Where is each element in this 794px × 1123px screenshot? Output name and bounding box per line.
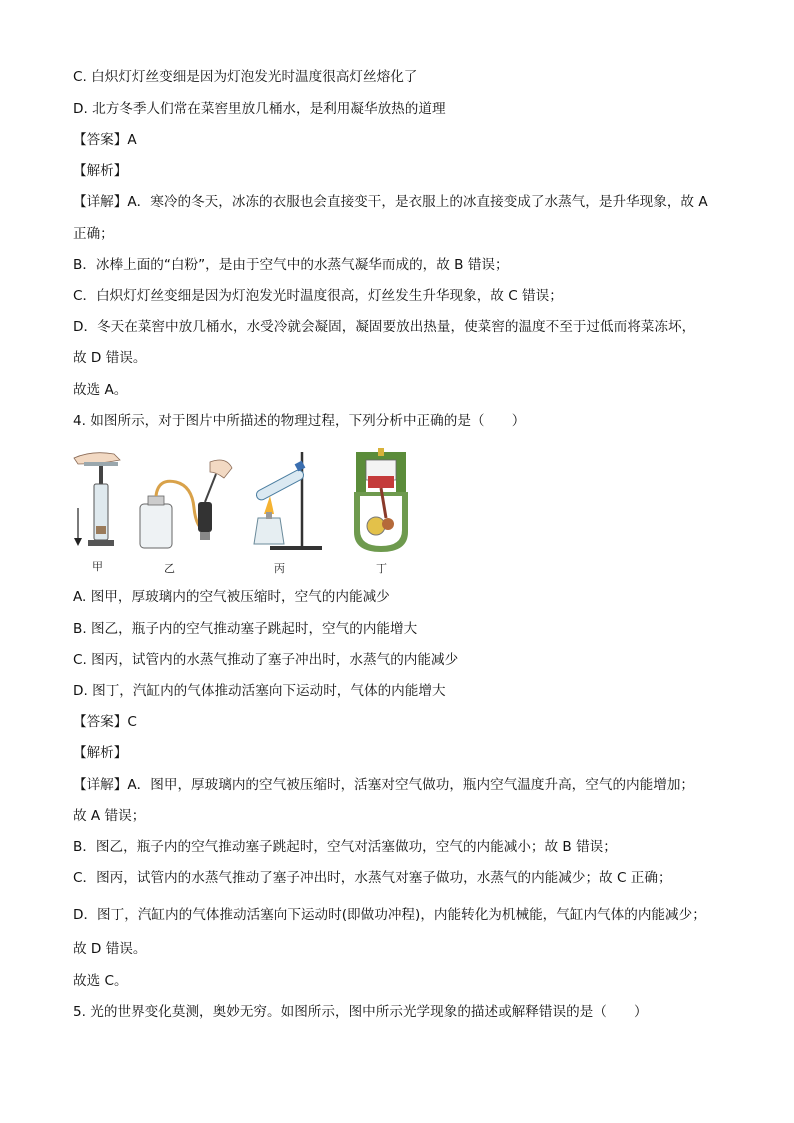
q3-detail-a-line1: 【详解】A．寒冷的冬天，冰冻的衣服也会直接变干，是衣服上的冰直接变成了水蒸气，是升华现象，故 A xyxy=(73,194,708,210)
q3-detail-b: B．冰棒上面的“白粉”，是由于空气中的水蒸气凝华而成的，故 B 错误； xyxy=(73,257,509,273)
q4-detail-c: C．图丙，试管内的水蒸气推动了塞子冲出时，水蒸气对塞子做功，水蒸气的内能减少；故 C 正确； xyxy=(73,870,672,886)
q4-option-d: D. 图丁，汽缸内的气体推动活塞向下运动时，气体的内能增大 xyxy=(73,683,446,699)
q4-figures xyxy=(70,448,410,576)
q5-stem: 5. 光的世界变化莫测，奥妙无穷。如图所示，图中所示光学现象的描述或解释错误的是（ ） xyxy=(73,1004,648,1020)
q4-option-a: A. 图甲，厚玻璃内的空气被压缩时，空气的内能减少 xyxy=(73,589,390,605)
fig-bing-test-tube-lamp xyxy=(250,448,328,560)
fig-label-yi: 乙 xyxy=(164,562,175,575)
q3-conclusion: 故选 A。 xyxy=(73,382,128,398)
fig-jia-compression-cylinder xyxy=(70,448,140,560)
q3-answer: 【答案】A xyxy=(73,132,137,148)
q3-detail-d-line2: 故 D 错误。 xyxy=(73,350,147,366)
q4-detail-a-line2: 故 A 错误； xyxy=(73,808,146,824)
q4-analysis-heading: 【解析】 xyxy=(73,745,128,761)
q4-answer: 【答案】C xyxy=(73,714,137,730)
q4-detail-d-line2: 故 D 错误。 xyxy=(73,941,147,957)
fig-label-bing: 丙 xyxy=(274,562,285,575)
q3-option-c: C. 白炽灯灯丝变细是因为灯泡发光时温度很高灯丝熔化了 xyxy=(73,69,418,85)
fig-label-ding: 丁 xyxy=(376,562,387,575)
q4-conclusion: 故选 C。 xyxy=(73,973,128,989)
q4-detail-a-line1: 【详解】A．图甲，厚玻璃内的空气被压缩时，活塞对空气做功，瓶内空气温度升高，空气的内能增加； xyxy=(73,777,695,793)
q3-option-d: D. 北方冬季人们常在菜窖里放几桶水，是利用凝华放热的道理 xyxy=(73,101,446,117)
fig-label-jia: 甲 xyxy=(92,560,103,573)
fig-ding-engine-cylinder xyxy=(350,448,412,560)
q4-stem: 4. 如图所示，对于图片中所描述的物理过程，下列分析中正确的是（ ） xyxy=(73,413,526,429)
fig-yi-bottle-pump xyxy=(136,448,236,560)
q4-option-c: C. 图丙，试管内的水蒸气推动了塞子冲出时，水蒸气的内能减少 xyxy=(73,652,459,668)
q3-detail-a-line2: 正确； xyxy=(73,226,114,242)
q3-analysis-heading: 【解析】 xyxy=(73,163,128,179)
q3-detail-c: C．白炽灯灯丝变细是因为灯泡发光时温度很高，灯丝发生升华现象，故 C 错误； xyxy=(73,288,563,304)
q4-detail-d-line1: D．图丁，汽缸内的气体推动活塞向下运动时(即做功冲程)，内能转化为机械能，气缸内气体的内能减少； xyxy=(73,907,706,923)
q3-detail-d-line1: D．冬天在菜窖中放几桶水，水受冷就会凝固，凝固要放出热量，使菜窖的温度不至于过低而将菜冻坏， xyxy=(73,319,696,335)
q4-option-b: B. 图乙，瓶子内的空气推动塞子跳起时，空气的内能增大 xyxy=(73,621,418,637)
q4-detail-b: B．图乙，瓶子内的空气推动塞子跳起时，空气对活塞做功，空气的内能减小；故 B 错误； xyxy=(73,839,617,855)
